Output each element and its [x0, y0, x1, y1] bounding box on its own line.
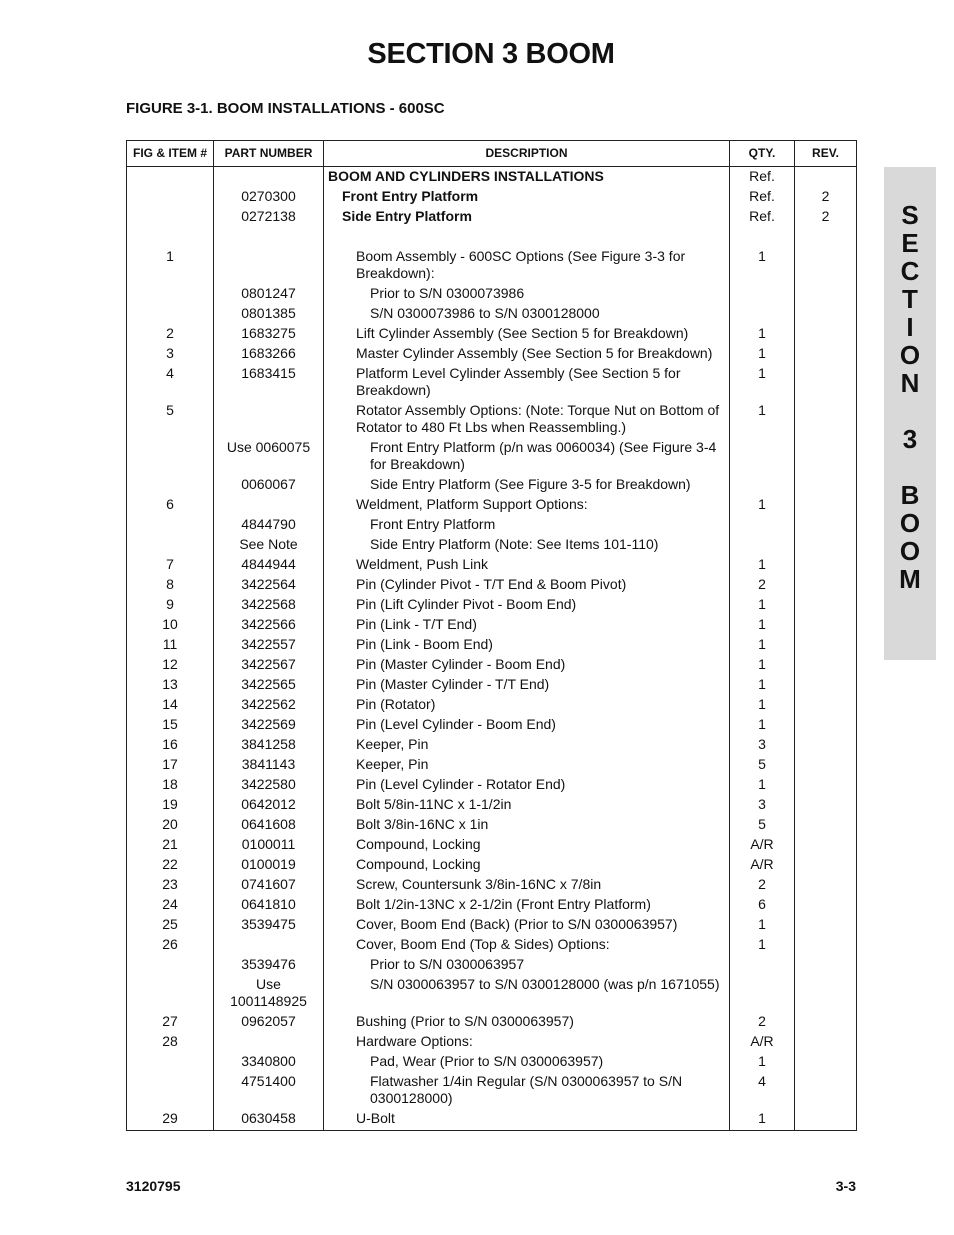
table-row	[127, 835, 857, 855]
description-cell: Keeper, Pin	[324, 755, 730, 775]
part-number-cell: Use 0060075	[214, 438, 324, 475]
rev-cell	[795, 875, 857, 895]
table-row	[127, 207, 857, 227]
part-number-cell: 4751400	[214, 1072, 324, 1109]
qty-cell: 1	[730, 615, 795, 635]
table-row	[127, 655, 857, 675]
description-cell: Pin (Master Cylinder - T/T End)	[324, 675, 730, 695]
qty-cell: 1	[730, 635, 795, 655]
part-number-cell	[214, 1032, 324, 1052]
rev-cell	[795, 635, 857, 655]
rev-cell	[795, 735, 857, 755]
description-cell: Side Entry Platform (See Figure 3-5 for Breakdown)	[324, 475, 730, 495]
description-cell: Side Entry Platform (Note: See Items 101-110)	[324, 535, 730, 555]
description-cell: Boom Assembly - 600SC Options (See Figure 3-3 for Breakdown):	[324, 247, 730, 284]
part-number-cell: 0962057	[214, 1012, 324, 1032]
part-number-cell: Use 1001148925	[214, 975, 324, 1012]
description-cell: Weldment, Push Link	[324, 555, 730, 575]
description-cell: Pad, Wear (Prior to S/N 0300063957)	[324, 1052, 730, 1072]
rev-cell	[795, 438, 857, 475]
item-number-cell	[127, 187, 214, 207]
table-row	[127, 815, 857, 835]
side-tab-letter: T	[902, 284, 918, 314]
qty-cell	[730, 438, 795, 475]
qty-cell: 1	[730, 555, 795, 575]
part-number-cell: 0741607	[214, 875, 324, 895]
part-number-cell: 3422557	[214, 635, 324, 655]
item-number-cell: 25	[127, 915, 214, 935]
qty-cell	[730, 304, 795, 324]
part-number-cell: 0100019	[214, 855, 324, 875]
part-number-cell: 3539476	[214, 955, 324, 975]
table-row	[127, 555, 857, 575]
section-title: SECTION 3 BOOM	[367, 38, 615, 70]
part-number-cell: 3841143	[214, 755, 324, 775]
table-row	[127, 775, 857, 795]
description-cell: S/N 0300063957 to S/N 0300128000 (was p/n 1671055)	[324, 975, 730, 1012]
description-cell: Rotator Assembly Options: (Note: Torque Nut on Bottom of Rotator to 480 Ft Lbs when Reassembling.)	[324, 401, 730, 438]
figure-title: FIGURE 3-1. BOOM INSTALLATIONS - 600SC	[126, 100, 445, 117]
description-cell: Side Entry Platform	[324, 207, 730, 227]
rev-cell	[795, 855, 857, 875]
table-row	[127, 635, 857, 655]
rev-cell	[795, 795, 857, 815]
qty-cell: 1	[730, 715, 795, 735]
qty-cell: 5	[730, 755, 795, 775]
item-number-cell	[127, 438, 214, 475]
qty-cell: Ref.	[730, 207, 795, 227]
rev-cell	[795, 515, 857, 535]
part-number-cell	[214, 167, 324, 188]
rev-cell	[795, 475, 857, 495]
rev-cell	[795, 595, 857, 615]
part-number-cell: See Note	[214, 535, 324, 555]
item-number-cell	[127, 975, 214, 1012]
item-number-cell: 2	[127, 324, 214, 344]
part-number-cell: 0801247	[214, 284, 324, 304]
qty-cell: 1	[730, 364, 795, 401]
qty-cell: Ref.	[730, 187, 795, 207]
rev-cell	[795, 247, 857, 284]
part-number-cell: 4844790	[214, 515, 324, 535]
description-cell: U-Bolt	[324, 1109, 730, 1131]
item-number-cell	[127, 207, 214, 227]
table-row	[127, 1109, 857, 1131]
part-number-cell: 3422567	[214, 655, 324, 675]
qty-cell: 1	[730, 935, 795, 955]
table-row	[127, 935, 857, 955]
rev-cell	[795, 1072, 857, 1109]
header-fig-item: FIG & ITEM #	[127, 141, 214, 167]
part-number-cell: 0272138	[214, 207, 324, 227]
table-row	[127, 1012, 857, 1032]
qty-cell	[730, 975, 795, 1012]
description-cell: BOOM AND CYLINDERS INSTALLATIONS	[324, 167, 730, 188]
rev-cell: 2	[795, 207, 857, 227]
header-rev: REV.	[795, 141, 857, 167]
item-number-cell: 15	[127, 715, 214, 735]
table-row	[127, 875, 857, 895]
part-number-cell: 3422564	[214, 575, 324, 595]
table-row	[127, 344, 857, 364]
table-row	[127, 915, 857, 935]
item-number-cell: 5	[127, 401, 214, 438]
qty-cell: 1	[730, 595, 795, 615]
qty-cell: 1	[730, 324, 795, 344]
table-row	[127, 187, 857, 207]
qty-cell: 3	[730, 795, 795, 815]
part-number-cell: 3422562	[214, 695, 324, 715]
item-number-cell: 12	[127, 655, 214, 675]
table-row	[127, 304, 857, 324]
description-cell: Pin (Rotator)	[324, 695, 730, 715]
qty-cell: 3	[730, 735, 795, 755]
item-number-cell: 23	[127, 875, 214, 895]
table-row	[127, 675, 857, 695]
table-row	[127, 1052, 857, 1072]
parts-table-body	[127, 167, 857, 1131]
item-number-cell: 11	[127, 635, 214, 655]
table-row	[127, 955, 857, 975]
description-cell: Front Entry Platform	[324, 515, 730, 535]
description-cell: Pin (Link - Boom End)	[324, 635, 730, 655]
description-cell: Cover, Boom End (Back) (Prior to S/N 0300063957)	[324, 915, 730, 935]
qty-cell	[730, 475, 795, 495]
table-row	[127, 438, 857, 475]
table-row	[127, 715, 857, 735]
description-cell: Pin (Master Cylinder - Boom End)	[324, 655, 730, 675]
spacer-cell	[324, 227, 730, 247]
description-cell: Hardware Options:	[324, 1032, 730, 1052]
qty-cell: 4	[730, 1072, 795, 1109]
rev-cell	[795, 695, 857, 715]
item-number-cell	[127, 284, 214, 304]
table-row	[127, 615, 857, 635]
rev-cell	[795, 495, 857, 515]
item-number-cell: 19	[127, 795, 214, 815]
rev-cell	[795, 1012, 857, 1032]
qty-cell: 1	[730, 401, 795, 438]
qty-cell: 6	[730, 895, 795, 915]
item-number-cell	[127, 515, 214, 535]
part-number-cell: 1683266	[214, 344, 324, 364]
side-tab-letter: O	[899, 536, 921, 566]
rev-cell	[795, 895, 857, 915]
description-cell: Compound, Locking	[324, 835, 730, 855]
description-cell: Weldment, Platform Support Options:	[324, 495, 730, 515]
table-row	[127, 795, 857, 815]
rev-cell	[795, 755, 857, 775]
part-number-cell: 0642012	[214, 795, 324, 815]
description-cell: Pin (Link - T/T End)	[324, 615, 730, 635]
description-cell: Pin (Level Cylinder - Boom End)	[324, 715, 730, 735]
description-cell: Screw, Countersunk 3/8in-16NC x 7/8in	[324, 875, 730, 895]
part-number-cell: 3841258	[214, 735, 324, 755]
table-row	[127, 755, 857, 775]
part-number-cell: 4844944	[214, 555, 324, 575]
qty-cell: Ref.	[730, 167, 795, 188]
qty-cell: 1	[730, 247, 795, 284]
footer-page-number: 3-3	[835, 1178, 856, 1194]
header-part-number: PART NUMBER	[214, 141, 324, 167]
item-number-cell: 1	[127, 247, 214, 284]
table-row	[127, 535, 857, 555]
item-number-cell: 6	[127, 495, 214, 515]
part-number-cell: 3422565	[214, 675, 324, 695]
rev-cell	[795, 935, 857, 955]
table-row	[127, 515, 857, 535]
qty-cell: 5	[730, 815, 795, 835]
description-cell: Front Entry Platform (p/n was 0060034) (See Figure 3-4 for Breakdown)	[324, 438, 730, 475]
qty-cell: 2	[730, 875, 795, 895]
item-number-cell	[127, 955, 214, 975]
rev-cell	[795, 284, 857, 304]
description-cell: Bolt 1/2in-13NC x 2-1/2in (Front Entry Platform)	[324, 895, 730, 915]
qty-cell: 1	[730, 775, 795, 795]
description-cell: Prior to S/N 0300063957	[324, 955, 730, 975]
description-cell: S/N 0300073986 to S/N 0300128000	[324, 304, 730, 324]
part-number-cell: 3422568	[214, 595, 324, 615]
side-tab-letter: M	[899, 564, 921, 594]
part-number-cell: 0270300	[214, 187, 324, 207]
item-number-cell: 18	[127, 775, 214, 795]
qty-cell: 1	[730, 344, 795, 364]
item-number-cell: 27	[127, 1012, 214, 1032]
part-number-cell: 3340800	[214, 1052, 324, 1072]
qty-cell	[730, 515, 795, 535]
table-row	[127, 595, 857, 615]
side-tab-letter: O	[899, 508, 921, 538]
qty-cell: 1	[730, 1052, 795, 1072]
description-cell: Master Cylinder Assembly (See Section 5 for Breakdown)	[324, 344, 730, 364]
qty-cell: A/R	[730, 1032, 795, 1052]
side-tab-letter: N	[900, 368, 920, 398]
rev-cell	[795, 975, 857, 1012]
description-cell: Pin (Lift Cylinder Pivot - Boom End)	[324, 595, 730, 615]
footer-doc-number: 3120795	[126, 1178, 181, 1194]
side-tab-letter	[884, 397, 936, 425]
part-number-cell: 1683275	[214, 324, 324, 344]
part-number-cell: 3422580	[214, 775, 324, 795]
rev-cell	[795, 575, 857, 595]
rev-cell	[795, 715, 857, 735]
rev-cell	[795, 955, 857, 975]
table-row	[127, 401, 857, 438]
table-row	[127, 167, 857, 188]
qty-cell: A/R	[730, 835, 795, 855]
description-cell: Pin (Cylinder Pivot - T/T End & Boom Pivot)	[324, 575, 730, 595]
rev-cell	[795, 364, 857, 401]
qty-cell	[730, 955, 795, 975]
part-number-cell	[214, 935, 324, 955]
rev-cell: 2	[795, 187, 857, 207]
qty-cell: 1	[730, 915, 795, 935]
description-cell: Flatwasher 1/4in Regular (S/N 0300063957 to S/N 0300128000)	[324, 1072, 730, 1109]
item-number-cell: 16	[127, 735, 214, 755]
table-spacer-row	[127, 227, 857, 247]
qty-cell	[730, 535, 795, 555]
rev-cell	[795, 915, 857, 935]
table-row	[127, 575, 857, 595]
item-number-cell	[127, 1072, 214, 1109]
side-tab-letter: S	[901, 200, 919, 230]
item-number-cell: 17	[127, 755, 214, 775]
side-tab-letter: B	[900, 480, 920, 510]
qty-cell: 1	[730, 675, 795, 695]
spacer-cell	[795, 227, 857, 247]
rev-cell	[795, 675, 857, 695]
header-description: DESCRIPTION	[324, 141, 730, 167]
item-number-cell: 4	[127, 364, 214, 401]
description-cell: Bolt 3/8in-16NC x 1in	[324, 815, 730, 835]
description-cell: Cover, Boom End (Top & Sides) Options:	[324, 935, 730, 955]
header-qty: QTY.	[730, 141, 795, 167]
part-number-cell: 3539475	[214, 915, 324, 935]
rev-cell	[795, 615, 857, 635]
item-number-cell	[127, 535, 214, 555]
item-number-cell: 3	[127, 344, 214, 364]
spacer-cell	[214, 227, 324, 247]
side-tab-letter: I	[906, 312, 914, 342]
qty-cell: 1	[730, 495, 795, 515]
side-tab-letter: O	[899, 340, 921, 370]
rev-cell	[795, 304, 857, 324]
part-number-cell: 1683415	[214, 364, 324, 401]
side-tab-letter: 3	[902, 424, 918, 454]
item-number-cell: 10	[127, 615, 214, 635]
part-number-cell: 3422566	[214, 615, 324, 635]
item-number-cell: 26	[127, 935, 214, 955]
table-row	[127, 1072, 857, 1109]
item-number-cell	[127, 304, 214, 324]
item-number-cell: 22	[127, 855, 214, 875]
description-cell: Bushing (Prior to S/N 0300063957)	[324, 1012, 730, 1032]
table-row	[127, 855, 857, 875]
item-number-cell	[127, 475, 214, 495]
rev-cell	[795, 775, 857, 795]
table-row	[127, 975, 857, 1012]
side-tab-letters	[884, 201, 936, 593]
part-number-cell	[214, 247, 324, 284]
table-row	[127, 495, 857, 515]
rev-cell	[795, 555, 857, 575]
side-tab-letter	[884, 453, 936, 481]
item-number-cell	[127, 1052, 214, 1072]
part-number-cell: 0630458	[214, 1109, 324, 1131]
item-number-cell: 24	[127, 895, 214, 915]
rev-cell	[795, 655, 857, 675]
description-cell: Keeper, Pin	[324, 735, 730, 755]
table-row	[127, 364, 857, 401]
qty-cell: 1	[730, 1109, 795, 1131]
part-number-cell: 0641810	[214, 895, 324, 915]
description-cell: Compound, Locking	[324, 855, 730, 875]
rev-cell	[795, 835, 857, 855]
rev-cell	[795, 815, 857, 835]
table-row	[127, 247, 857, 284]
rev-cell	[795, 324, 857, 344]
description-cell: Platform Level Cylinder Assembly (See Section 5 for Breakdown)	[324, 364, 730, 401]
item-number-cell: 9	[127, 595, 214, 615]
side-tab-letter: E	[901, 228, 919, 258]
rev-cell	[795, 167, 857, 188]
description-cell: Bolt 5/8in-11NC x 1-1/2in	[324, 795, 730, 815]
item-number-cell: 20	[127, 815, 214, 835]
qty-cell: 2	[730, 575, 795, 595]
rev-cell	[795, 401, 857, 438]
item-number-cell: 8	[127, 575, 214, 595]
side-tab-letter: C	[900, 256, 920, 286]
description-cell: Front Entry Platform	[324, 187, 730, 207]
rev-cell	[795, 344, 857, 364]
item-number-cell: 28	[127, 1032, 214, 1052]
description-cell: Lift Cylinder Assembly (See Section 5 for Breakdown)	[324, 324, 730, 344]
rev-cell	[795, 1052, 857, 1072]
item-number-cell: 13	[127, 675, 214, 695]
rev-cell	[795, 1109, 857, 1131]
parts-table	[126, 140, 857, 1131]
description-cell: Pin (Level Cylinder - Rotator End)	[324, 775, 730, 795]
item-number-cell: 14	[127, 695, 214, 715]
table-row	[127, 735, 857, 755]
part-number-cell: 0801385	[214, 304, 324, 324]
spacer-cell	[127, 227, 214, 247]
table-row	[127, 324, 857, 344]
part-number-cell	[214, 401, 324, 438]
rev-cell	[795, 1032, 857, 1052]
item-number-cell: 21	[127, 835, 214, 855]
item-number-cell: 7	[127, 555, 214, 575]
qty-cell: 1	[730, 655, 795, 675]
part-number-cell: 0060067	[214, 475, 324, 495]
qty-cell	[730, 284, 795, 304]
part-number-cell	[214, 495, 324, 515]
spacer-cell	[730, 227, 795, 247]
table-row	[127, 895, 857, 915]
table-row	[127, 1032, 857, 1052]
table-header-row	[127, 141, 857, 167]
rev-cell	[795, 535, 857, 555]
qty-cell: 2	[730, 1012, 795, 1032]
table-row	[127, 475, 857, 495]
section-side-tab	[884, 167, 936, 660]
part-number-cell: 0641608	[214, 815, 324, 835]
description-cell: Prior to S/N 0300073986	[324, 284, 730, 304]
part-number-cell: 3422569	[214, 715, 324, 735]
qty-cell: 1	[730, 695, 795, 715]
qty-cell: A/R	[730, 855, 795, 875]
part-number-cell: 0100011	[214, 835, 324, 855]
item-number-cell: 29	[127, 1109, 214, 1131]
table-row	[127, 695, 857, 715]
item-number-cell	[127, 167, 214, 188]
table-row	[127, 284, 857, 304]
